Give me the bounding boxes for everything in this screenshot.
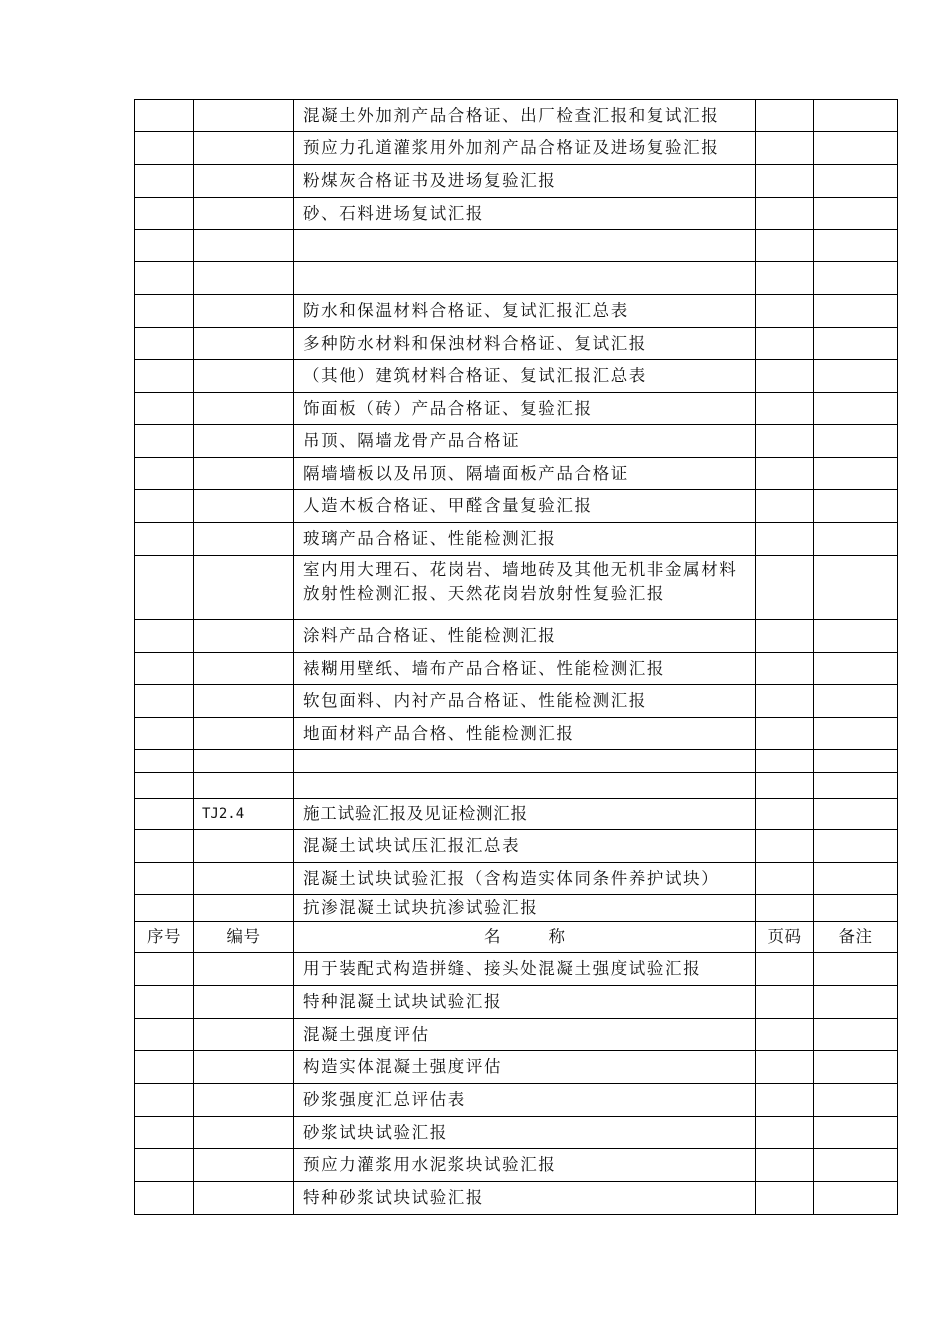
page-cell (756, 262, 814, 295)
remark-cell (814, 393, 898, 425)
page-cell (756, 620, 814, 653)
name-cell (294, 750, 756, 773)
name-cell: 隔墙墙板以及吊顶、隔墙面板产品合格证 (294, 458, 756, 490)
name-cell: 用于装配式构造拼缝、接头处混凝土强度试验汇报 (294, 953, 756, 986)
table-row (135, 953, 898, 986)
page-cell (756, 1019, 814, 1051)
page-cell (756, 1182, 814, 1215)
table-row (135, 100, 898, 132)
page-cell (756, 490, 814, 523)
page-cell (756, 425, 814, 458)
page-cell (756, 165, 814, 198)
code-cell (194, 1084, 294, 1117)
table-row (135, 895, 898, 922)
remark-cell (814, 165, 898, 198)
name-cell: 预应力孔道灌浆用外加剂产品合格证及进场复验汇报 (294, 132, 756, 165)
seq-cell (135, 895, 194, 922)
name-cell: 多种防水材料和保浊材料合格证、复试汇报 (294, 328, 756, 360)
name-cell: 砂浆试块试验汇报 (294, 1117, 756, 1149)
table-row (135, 773, 898, 799)
name-cell: 混凝土试块试验汇报（含构造实体同条件养护试块） (294, 863, 756, 895)
header-page: 页码 (756, 922, 814, 953)
seq-cell (135, 653, 194, 685)
remark-cell (814, 773, 898, 799)
seq-cell (135, 1019, 194, 1051)
page-cell (756, 230, 814, 262)
page-cell (756, 750, 814, 773)
code-cell (194, 132, 294, 165)
name-cell: 地面材料产品合格、性能检测汇报 (294, 718, 756, 750)
seq-cell (135, 262, 194, 295)
name-cell: 抗渗混凝土试块抗渗试验汇报 (294, 895, 756, 922)
table-row (135, 653, 898, 685)
page-cell (756, 523, 814, 556)
remark-cell (814, 863, 898, 895)
code-cell (194, 425, 294, 458)
remark-cell (814, 799, 898, 830)
code-cell (194, 718, 294, 750)
name-cell: 特种混凝土试块试验汇报 (294, 986, 756, 1019)
table-row (135, 425, 898, 458)
remark-cell (814, 360, 898, 393)
page-cell (756, 360, 814, 393)
name-cell: 施工试验汇报及见证检测汇报 (294, 799, 756, 830)
remark-cell (814, 953, 898, 986)
remark-cell (814, 1182, 898, 1215)
name-cell: 防水和保温材料合格证、复试汇报汇总表 (294, 295, 756, 328)
header-code: 编号 (194, 922, 294, 953)
code-cell (194, 490, 294, 523)
remark-cell (814, 1149, 898, 1182)
remark-cell (814, 986, 898, 1019)
page-cell (756, 718, 814, 750)
seq-cell (135, 360, 194, 393)
code-cell (194, 360, 294, 393)
table-row (135, 750, 898, 773)
code-cell (194, 1117, 294, 1149)
code-cell (194, 100, 294, 132)
remark-cell (814, 295, 898, 328)
table-row (135, 1149, 898, 1182)
table-row (135, 1182, 898, 1215)
code-cell (194, 1051, 294, 1084)
table-row (135, 328, 898, 360)
seq-cell (135, 863, 194, 895)
remark-cell (814, 100, 898, 132)
page-cell (756, 132, 814, 165)
table-row (135, 1084, 898, 1117)
seq-cell (135, 132, 194, 165)
remark-cell (814, 262, 898, 295)
seq-cell (135, 750, 194, 773)
seq-cell (135, 1051, 194, 1084)
name-cell: 预应力灌浆用水泥浆块试验汇报 (294, 1149, 756, 1182)
remark-cell (814, 718, 898, 750)
page-cell (756, 895, 814, 922)
page-cell (756, 653, 814, 685)
code-cell (194, 556, 294, 620)
remark-cell (814, 490, 898, 523)
code-cell (194, 1149, 294, 1182)
code-cell (194, 523, 294, 556)
code-cell (194, 393, 294, 425)
remark-cell (814, 556, 898, 620)
page-cell (756, 100, 814, 132)
table-row (135, 165, 898, 198)
seq-cell (135, 953, 194, 986)
table-row (135, 863, 898, 895)
remark-cell (814, 895, 898, 922)
code-cell (194, 198, 294, 230)
name-cell: 混凝土试块试压汇报汇总表 (294, 830, 756, 863)
name-cell: 涂料产品合格证、性能检测汇报 (294, 620, 756, 653)
name-cell: 裱糊用壁纸、墙布产品合格证、性能检测汇报 (294, 653, 756, 685)
table-row (135, 458, 898, 490)
table-row (135, 198, 898, 230)
page-cell (756, 953, 814, 986)
remark-cell (814, 230, 898, 262)
table-row (135, 360, 898, 393)
page-cell (756, 1149, 814, 1182)
remark-cell (814, 1019, 898, 1051)
page-cell (756, 295, 814, 328)
table-row (135, 523, 898, 556)
code-cell (194, 986, 294, 1019)
table-row (135, 1051, 898, 1084)
name-cell (294, 262, 756, 295)
name-cell: 软包面料、内衬产品合格证、性能检测汇报 (294, 685, 756, 718)
page-cell (756, 198, 814, 230)
name-cell: 粉煤灰合格证书及进场复验汇报 (294, 165, 756, 198)
name-cell: 混凝土外加剂产品合格证、出厂检查汇报和复试汇报 (294, 100, 756, 132)
code-cell (194, 328, 294, 360)
code-cell (194, 895, 294, 922)
code-cell (194, 295, 294, 328)
seq-cell (135, 328, 194, 360)
name-cell: 特种砂浆试块试验汇报 (294, 1182, 756, 1215)
seq-cell (135, 458, 194, 490)
remark-cell (814, 458, 898, 490)
header-name-left: 名 (484, 927, 501, 946)
table-row (135, 393, 898, 425)
page-cell (756, 830, 814, 863)
code-cell (194, 1182, 294, 1215)
remark-cell (814, 198, 898, 230)
seq-cell (135, 830, 194, 863)
page-cell (756, 556, 814, 620)
page-cell (756, 393, 814, 425)
table-row (135, 1117, 898, 1149)
seq-cell (135, 425, 194, 458)
table-row (135, 490, 898, 523)
code-cell (194, 863, 294, 895)
name-cell: 室内用大理石、花岗岩、墙地砖及其他无机非金属材料放射性检测汇报、天然花岗岩放射性复验汇报 (294, 556, 756, 620)
remark-cell (814, 425, 898, 458)
seq-cell (135, 490, 194, 523)
page-cell (756, 458, 814, 490)
seq-cell (135, 1084, 194, 1117)
table-row (135, 295, 898, 328)
code-cell (194, 165, 294, 198)
code-cell (194, 653, 294, 685)
code-cell (194, 773, 294, 799)
header-seq: 序号 (135, 922, 194, 953)
code-cell (194, 830, 294, 863)
header-name (294, 922, 756, 953)
header-name-right: 称 (548, 927, 565, 946)
table-row (135, 685, 898, 718)
name-cell: 砂、石料进场复试汇报 (294, 198, 756, 230)
page-cell (756, 1084, 814, 1117)
remark-cell (814, 830, 898, 863)
page-cell (756, 863, 814, 895)
code-cell (194, 458, 294, 490)
page-cell (756, 986, 814, 1019)
remark-cell (814, 1084, 898, 1117)
seq-cell (135, 799, 194, 830)
name-cell: 玻璃产品合格证、性能检测汇报 (294, 523, 756, 556)
seq-cell (135, 685, 194, 718)
seq-cell (135, 718, 194, 750)
table-row (135, 830, 898, 863)
page-cell (756, 799, 814, 830)
seq-cell (135, 1117, 194, 1149)
remark-cell (814, 620, 898, 653)
code-cell (194, 230, 294, 262)
code-cell (194, 620, 294, 653)
page-cell (756, 685, 814, 718)
code-cell (194, 262, 294, 295)
table-row (135, 1019, 898, 1051)
seq-cell (135, 100, 194, 132)
table-row (135, 986, 898, 1019)
name-cell (294, 773, 756, 799)
name-cell: 构造实体混凝土强度评估 (294, 1051, 756, 1084)
name-cell (294, 230, 756, 262)
name-cell: 混凝土强度评估 (294, 1019, 756, 1051)
remark-cell (814, 685, 898, 718)
remark-cell (814, 132, 898, 165)
seq-cell (135, 393, 194, 425)
remark-cell (814, 1117, 898, 1149)
name-cell: 人造木板合格证、甲醛含量复验汇报 (294, 490, 756, 523)
seq-cell (135, 986, 194, 1019)
page-cell (756, 328, 814, 360)
code-cell (194, 953, 294, 986)
seq-cell (135, 230, 194, 262)
table-row (135, 262, 898, 295)
table-row (135, 230, 898, 262)
remark-cell (814, 653, 898, 685)
page-cell (756, 1051, 814, 1084)
name-cell: 吊顶、隔墙龙骨产品合格证 (294, 425, 756, 458)
seq-cell (135, 1149, 194, 1182)
table-row (135, 132, 898, 165)
seq-cell (135, 620, 194, 653)
table-row (135, 556, 898, 620)
document-table (134, 99, 898, 1215)
page-cell (756, 1117, 814, 1149)
name-cell: 砂浆强度汇总评估表 (294, 1084, 756, 1117)
seq-cell (135, 556, 194, 620)
header-remark: 备注 (814, 922, 898, 953)
seq-cell (135, 773, 194, 799)
seq-cell (135, 523, 194, 556)
remark-cell (814, 750, 898, 773)
table-body (135, 100, 898, 1215)
code-cell: TJ2.4 (194, 799, 294, 830)
page-cell (756, 773, 814, 799)
table-header-row (135, 922, 898, 953)
seq-cell (135, 295, 194, 328)
table-row (135, 718, 898, 750)
remark-cell (814, 523, 898, 556)
seq-cell (135, 1182, 194, 1215)
code-cell (194, 685, 294, 718)
seq-cell (135, 165, 194, 198)
remark-cell (814, 328, 898, 360)
seq-cell (135, 198, 194, 230)
code-cell (194, 1019, 294, 1051)
code-cell (194, 750, 294, 773)
remark-cell (814, 1051, 898, 1084)
table-row (135, 799, 898, 830)
name-cell: 饰面板（砖）产品合格证、复验汇报 (294, 393, 756, 425)
table-row (135, 620, 898, 653)
name-cell: （其他）建筑材料合格证、复试汇报汇总表 (294, 360, 756, 393)
